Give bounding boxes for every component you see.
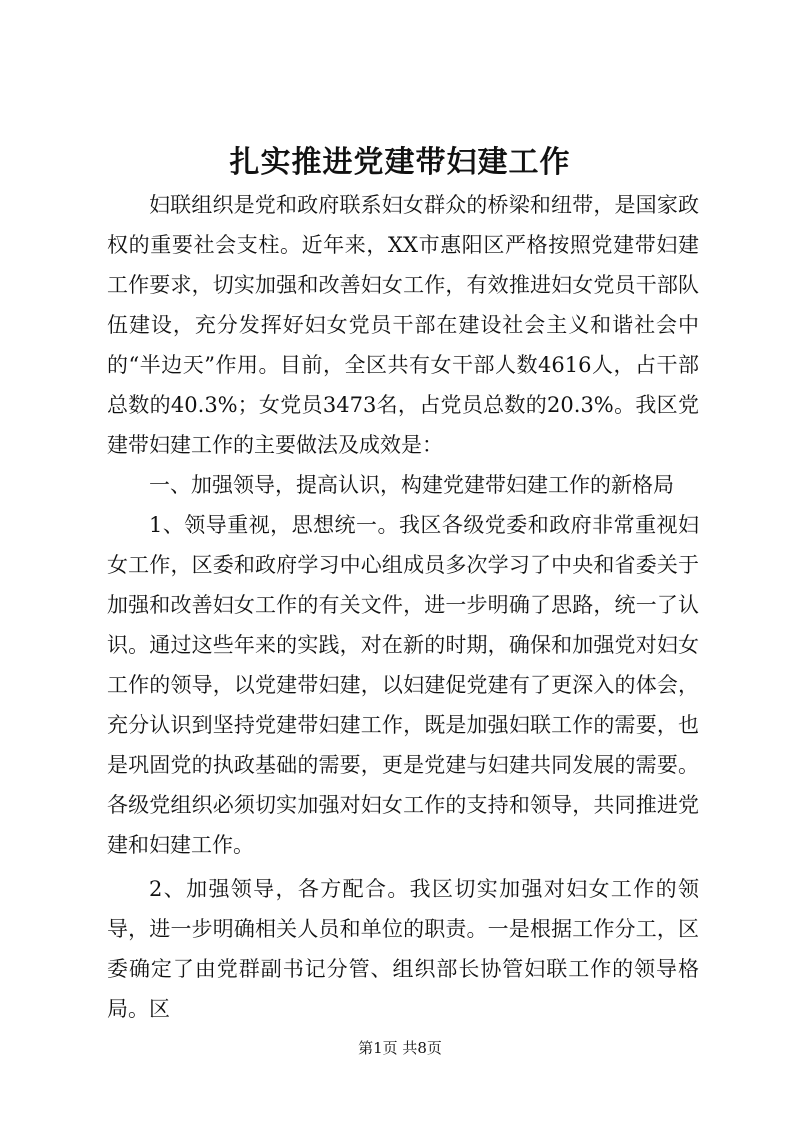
section-heading-1: 一、加强领导，提高认识，构建党建带妇建工作的新格局 [149, 473, 674, 497]
paragraph-item-1: 1、领导重视，思想统一。我区各级党委和政府非常重视妇女工作，区委和政府学习中心组成员多次学习了中央和省委关于加强和改善妇女工作的有关文件，进一步明确了思路，统一了认识。通过这些年来的实践，对在新的时期，确保和加强党对妇女工作的领导，以党建带妇建，以妇建促党建有了更深入的体会，充分认识到坚持党建带妇建工作，既是加强妇联工作的需要，也是巩固党的执政基础的需要，更是党建与妇建共同发展的需要。各级党组织必须切实加强对妇女工作的支持和领导，共同推进党建和妇建工作。 [107, 513, 699, 857]
paragraph-intro: 妇联组织是党和政府联系妇女群众的桥梁和纽带，是国家政权的重要社会支柱。近年来，XX市惠阳区严格按照党建带妇建工作要求，切实加强和改善妇女工作，有效推进妇女党员干部队伍建设，充分发挥好妇女党员干部在建设社会主义和谐社会中的“半边天”作用。目前，全区共有女干部人数4616人，占干部总数的40.3%；女党员3473名，占党员总数的20.3%。我区党建带妇建工作的主要做法及成效是： [107, 193, 699, 457]
paragraph-item-2: 2、加强领导，各方配合。我区切实加强对妇女工作的领导，进一步明确相关人员和单位的职责。一是根据工作分工，区委确定了由党群副书记分管、组织部长协管妇联工作的领导格局。区 [107, 877, 699, 1021]
document-title: 扎实推进党建带妇建工作 [229, 145, 571, 180]
page-footer: 第1页 共8页 [358, 1039, 442, 1057]
document-body [107, 185, 699, 1029]
